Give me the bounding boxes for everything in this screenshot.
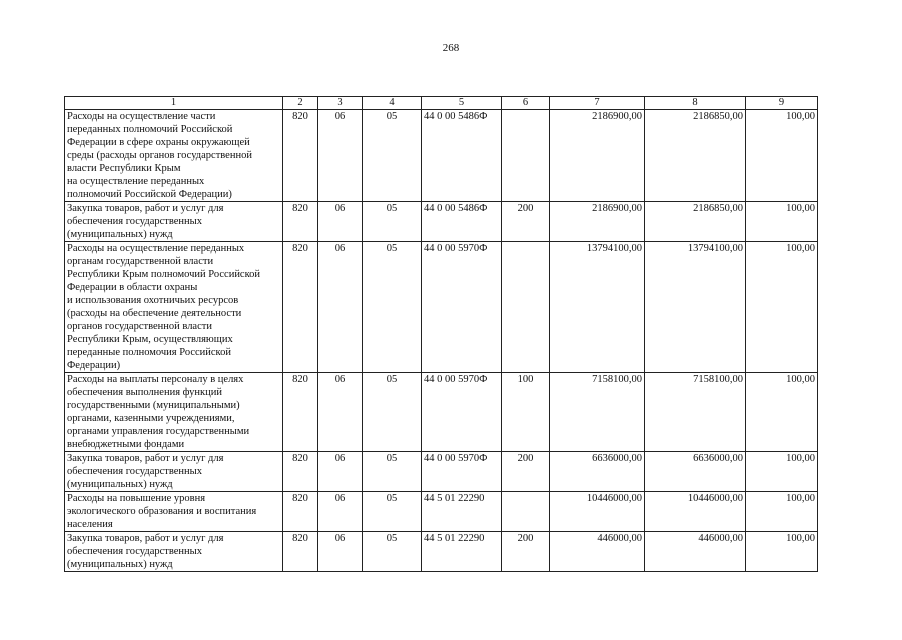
ministry-code-cell: 820 — [283, 492, 318, 532]
section-code-cell: 06 — [318, 242, 363, 373]
planned-amount-cell: 6636000,00 — [550, 452, 645, 492]
execution-percent-cell: 100,00 — [746, 110, 818, 202]
planned-amount-cell: 13794100,00 — [550, 242, 645, 373]
table-row — [65, 242, 818, 373]
section-code-cell: 06 — [318, 373, 363, 452]
column-header: 7 — [550, 97, 645, 110]
planned-amount-cell: 2186900,00 — [550, 202, 645, 242]
subsection-code-cell: 05 — [363, 532, 422, 572]
execution-percent-cell: 100,00 — [746, 373, 818, 452]
execution-percent-cell: 100,00 — [746, 532, 818, 572]
planned-amount-cell: 446000,00 — [550, 532, 645, 572]
execution-percent-cell: 100,00 — [746, 492, 818, 532]
column-header: 4 — [363, 97, 422, 110]
target-article-cell: 44 0 00 5486Ф — [422, 202, 502, 242]
table-row — [65, 532, 818, 572]
section-code-cell: 06 — [318, 492, 363, 532]
subsection-code-cell: 05 — [363, 242, 422, 373]
target-article-cell: 44 0 00 5970Ф — [422, 452, 502, 492]
expense-type-cell — [502, 492, 550, 532]
subsection-code-cell: 05 — [363, 202, 422, 242]
column-header: 5 — [422, 97, 502, 110]
expense-type-cell: 200 — [502, 202, 550, 242]
ministry-code-cell: 820 — [283, 373, 318, 452]
subsection-code-cell: 05 — [363, 492, 422, 532]
expense-type-cell: 200 — [502, 452, 550, 492]
column-header: 8 — [645, 97, 746, 110]
expense-name-cell: Закупка товаров, работ и услуг для обеспечения государственных (муниципальных) нужд — [65, 202, 283, 242]
expense-name-cell: Закупка товаров, работ и услуг для обеспечения государственных (муниципальных) нужд — [65, 452, 283, 492]
column-header: 1 — [65, 97, 283, 110]
executed-amount-cell: 7158100,00 — [645, 373, 746, 452]
expense-name-cell: Расходы на осуществление переданных органам государственной власти Республики Крым полномочий Российской Федерации в области охраны и использования охотничьих ресурсов (расходы на обеспечение деятельности органов государственной власти Республики Крым, осуществляющих переданные полномочия Российской Федерации) — [65, 242, 283, 373]
executed-amount-cell: 2186850,00 — [645, 110, 746, 202]
expense-name-cell: Расходы на выплаты персоналу в целях обеспечения выполнения функций государственными (муниципальными) органами, казенными учреждениями, органами управления государственными внебюджетными фондами — [65, 373, 283, 452]
planned-amount-cell: 7158100,00 — [550, 373, 645, 452]
column-header: 6 — [502, 97, 550, 110]
executed-amount-cell: 6636000,00 — [645, 452, 746, 492]
expense-type-cell: 200 — [502, 532, 550, 572]
target-article-cell: 44 5 01 22290 — [422, 492, 502, 532]
header-row — [65, 97, 818, 110]
subsection-code-cell: 05 — [363, 110, 422, 202]
section-code-cell: 06 — [318, 110, 363, 202]
table-row — [65, 202, 818, 242]
ministry-code-cell: 820 — [283, 242, 318, 373]
section-code-cell: 06 — [318, 202, 363, 242]
planned-amount-cell: 2186900,00 — [550, 110, 645, 202]
expense-type-cell — [502, 242, 550, 373]
column-header: 2 — [283, 97, 318, 110]
executed-amount-cell: 446000,00 — [645, 532, 746, 572]
page-number: 268 — [442, 42, 460, 54]
execution-percent-cell: 100,00 — [746, 242, 818, 373]
subsection-code-cell: 05 — [363, 452, 422, 492]
ministry-code-cell: 820 — [283, 110, 318, 202]
executed-amount-cell: 10446000,00 — [645, 492, 746, 532]
target-article-cell: 44 0 00 5970Ф — [422, 242, 502, 373]
ministry-code-cell: 820 — [283, 202, 318, 242]
expense-name-cell: Расходы на повышение уровня экологического образования и воспитания населения — [65, 492, 283, 532]
table-body — [65, 110, 818, 572]
expense-name-cell: Расходы на осуществление части переданных полномочий Российской Федерации в сфере охраны окружающей среды (расходы органов государственной власти Республики Крым на осуществление переданных полномочий Российской Федерации) — [65, 110, 283, 202]
column-header: 9 — [746, 97, 818, 110]
expense-type-cell: 100 — [502, 373, 550, 452]
executed-amount-cell: 13794100,00 — [645, 242, 746, 373]
subsection-code-cell: 05 — [363, 373, 422, 452]
table-row — [65, 110, 818, 202]
ministry-code-cell: 820 — [283, 532, 318, 572]
section-code-cell: 06 — [318, 532, 363, 572]
table-row — [65, 492, 818, 532]
target-article-cell: 44 5 01 22290 — [422, 532, 502, 572]
budget-table — [64, 96, 818, 572]
executed-amount-cell: 2186850,00 — [645, 202, 746, 242]
target-article-cell: 44 0 00 5970Ф — [422, 373, 502, 452]
planned-amount-cell: 10446000,00 — [550, 492, 645, 532]
execution-percent-cell: 100,00 — [746, 202, 818, 242]
expense-type-cell — [502, 110, 550, 202]
expense-name-cell: Закупка товаров, работ и услуг для обеспечения государственных (муниципальных) нужд — [65, 532, 283, 572]
target-article-cell: 44 0 00 5486Ф — [422, 110, 502, 202]
ministry-code-cell: 820 — [283, 452, 318, 492]
table-row — [65, 452, 818, 492]
execution-percent-cell: 100,00 — [746, 452, 818, 492]
table-row — [65, 373, 818, 452]
column-header: 3 — [318, 97, 363, 110]
section-code-cell: 06 — [318, 452, 363, 492]
